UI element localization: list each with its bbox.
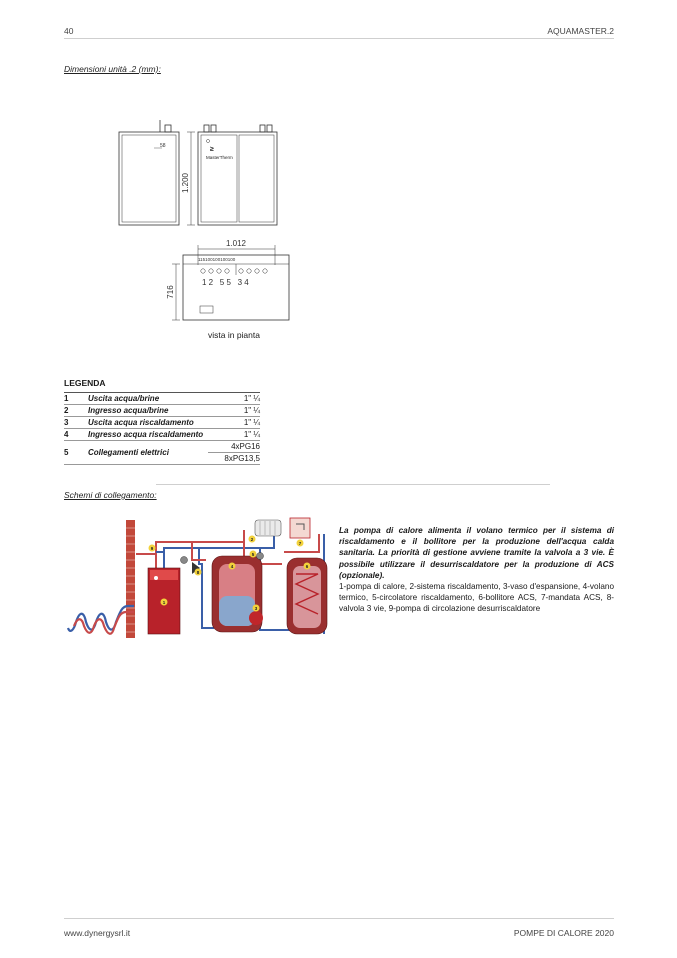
section-divider: [156, 484, 550, 485]
legend-value: 4xPG16: [208, 441, 260, 453]
legend-label: Uscita acqua/brine: [88, 393, 208, 405]
circulator-pump-icon: [181, 557, 188, 564]
legend-num: 3: [64, 417, 88, 429]
legend-row: [64, 429, 260, 441]
radiator: [255, 520, 281, 536]
ground-loop: [68, 606, 134, 634]
dimension-drawing: [110, 115, 310, 330]
badge-8-label: 8: [196, 569, 200, 575]
badge-2-label: 2: [250, 536, 254, 542]
legend-value: 1" ¼: [208, 393, 260, 405]
legend-title: LEGENDA: [64, 378, 106, 388]
badge-3-label: 3: [254, 605, 258, 611]
legend-num: 4: [64, 429, 88, 441]
legend-table: [64, 392, 260, 465]
legend-label: Ingresso acqua/brine: [88, 405, 208, 417]
badge-7-label: 7: [298, 540, 302, 546]
legend-value: 1" ¼: [208, 429, 260, 441]
legend-row: [64, 405, 260, 417]
badge-4-label: 4: [230, 563, 234, 569]
legend-value: 1" ¼: [208, 405, 260, 417]
wall: [126, 520, 135, 638]
description-bold: La pompa di calore alimenta il volano termico per il sistema di riscaldamento e il bollitore per la produzione dell'acqua calda sanitaria. La priorità di gestione avviene tramite la valvola a 3 vie. È possibile utilizzare il desurriscaldatore per la produzione di ACS (opzionale).: [339, 526, 614, 580]
description-legend: 1-pompa di calore, 2-sistema riscaldamento, 3-vaso d'espansione, 4-volano termico, 5-circolatore riscaldamento, 6-bollitore ACS, 7-mandata ACS, 8-valvola 3 vie, 9-pompa di circolazione desurriscaldatore: [339, 582, 614, 614]
legend-num: 2: [64, 405, 88, 417]
side-offset-label: 58: [160, 143, 166, 149]
scheme-description: [339, 525, 614, 615]
badge-9-label: 9: [150, 545, 154, 551]
dimensions-title: Dimensioni unità .2 (mm):: [64, 64, 161, 74]
legend-value: 1" ¼: [208, 417, 260, 429]
plan-caption: vista in pianta: [208, 330, 260, 340]
legend-value: 8xPG13,5: [208, 453, 260, 465]
connection-diagram: [64, 512, 334, 644]
legend-label: Collegamenti elettrici: [88, 441, 208, 465]
header-rule: [64, 38, 614, 39]
legend-num: 5: [64, 441, 88, 465]
page-number: 40: [64, 26, 74, 36]
legend-num: 1: [64, 393, 88, 405]
port-numbers: 1 2 5 5 3 4: [202, 278, 249, 287]
footer-website[interactable]: www.dynergysrl.it: [64, 928, 131, 938]
legend-row: [64, 417, 260, 429]
spacing-label: 115100100100100: [198, 257, 236, 262]
brand-logo: MasterTherm: [206, 155, 233, 160]
height-label: 1.200: [181, 172, 190, 194]
brand-mark-icon: ≥: [210, 146, 214, 153]
legend-label: Uscita acqua riscaldamento: [88, 417, 208, 429]
header-product: AQUAMASTER.2: [547, 26, 614, 36]
footer-title: POMPE DI CALORE 2020: [513, 928, 614, 938]
heating-circulator-icon: [257, 553, 264, 560]
tap-box: [290, 518, 310, 538]
expansion-vessel: [249, 611, 263, 625]
schemes-title: Schemi di collegamento:: [64, 490, 157, 500]
legend-label: Ingresso acqua riscaldamento: [88, 429, 208, 441]
badge-1-label: 1: [162, 599, 166, 605]
badge-5-label: 5: [251, 551, 255, 557]
badge-6-label: 6: [305, 563, 309, 569]
width-label: 1.012: [225, 239, 247, 248]
footer-rule: [64, 918, 614, 919]
legend-row: [64, 393, 260, 405]
depth-label: 716: [166, 285, 175, 299]
legend-row: [64, 441, 260, 453]
